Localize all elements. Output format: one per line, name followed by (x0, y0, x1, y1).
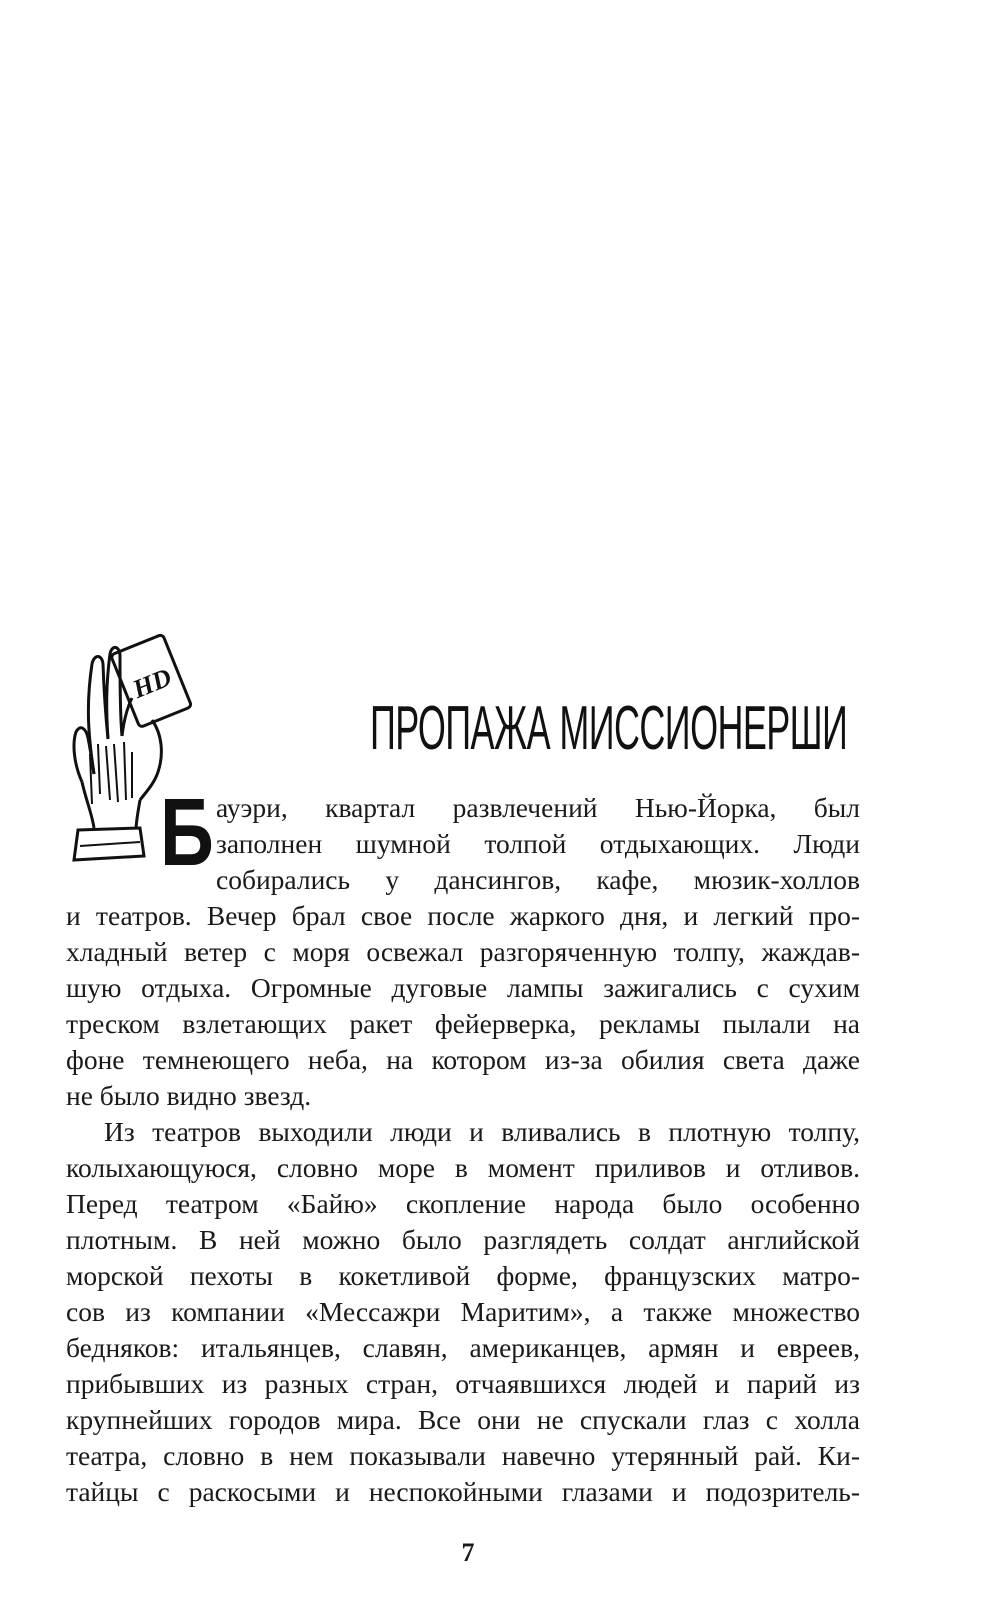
page-number: 7 (461, 1538, 475, 1567)
text-line: треском взлетающих ракет фейерверка, рекламы пылали на (66, 1008, 860, 1039)
text-line: морской пехоты в кокетливой форме, французских матро- (66, 1260, 860, 1291)
text-line: театра, словно в нем показывали навечно утерянный рай. Ки- (66, 1440, 860, 1471)
text-line: фоне темнеющего неба, на котором из-за обилия света даже (66, 1044, 860, 1075)
text-line: шую отдыха. Огромные дуговые лампы зажигались с сухим (66, 972, 860, 1003)
text-line: Из театров выходили люди и вливались в плотную толпу, (104, 1116, 860, 1147)
drop-cap: Б (160, 779, 214, 886)
text-line: крупнейших городов мира. Все они не спускали глаз с холла (66, 1404, 860, 1435)
emblem-card-label: HD (128, 662, 176, 704)
text-line: бедняков: итальянцев, славян, американцев, армян и евреев, (66, 1332, 860, 1363)
text-line: ауэри, квартал развлечений Нью-Йорка, был (216, 792, 860, 823)
text-line: прибывших из разных стран, отчаявшихся людей и парий из (66, 1368, 860, 1399)
text-line: Перед театром «Байю» скопление народа было особенно (66, 1188, 860, 1219)
text-line: не было видно звезд. (66, 1080, 312, 1111)
text-line: собирались у дансингов, кафе, мюзик-холлов (216, 864, 860, 895)
text-line: колыхающуюся, словно море в момент приливов и отливов. (66, 1152, 860, 1183)
text-line: плотным. В ней можно было разглядеть солдат английской (66, 1224, 860, 1255)
text-line: сов из компании «Мессажри Маритим», а также множество (66, 1296, 860, 1327)
text-line: тайцы с раскосыми и неспокойными глазами и подозритель- (66, 1476, 860, 1507)
text-line: хладный ветер с моря освежал разгоряченную толпу, жаждав- (66, 936, 860, 967)
chapter-title: ПРОПАЖА МИССИОНЕРШИ (370, 694, 848, 763)
text-line: заполнен шумной толпой отдыхающих. Люди (216, 828, 860, 859)
text-line: и театров. Вечер брал свое после жаркого дня, и легкий про- (66, 900, 860, 931)
